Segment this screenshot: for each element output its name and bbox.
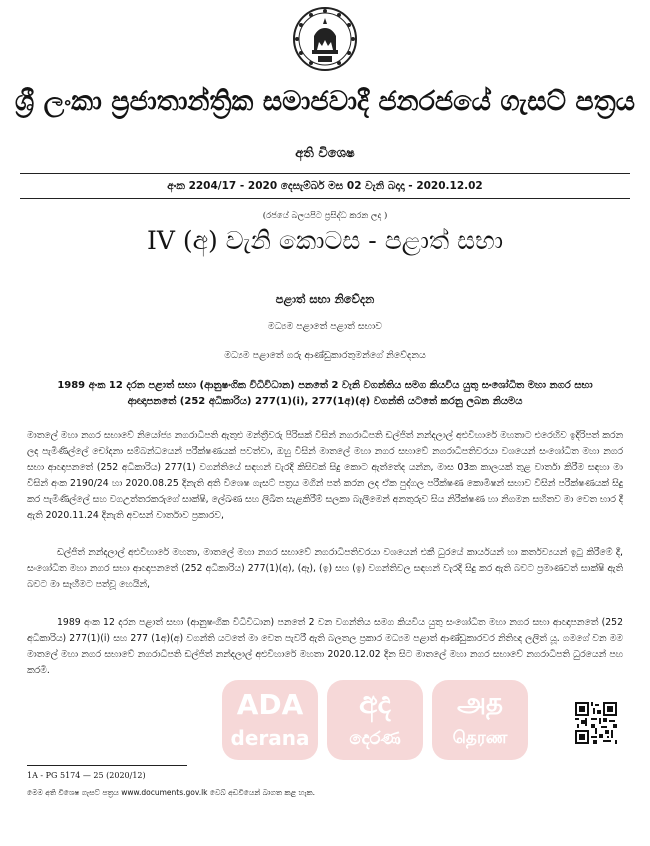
watermark-en-word-1: ADA xyxy=(236,688,304,721)
state-emblem-icon xyxy=(292,6,358,72)
footer-rule xyxy=(27,765,187,766)
order-heading xyxy=(40,378,610,410)
council-name: මධ්‍යම පළාතේ පළාත් සභාව xyxy=(267,321,383,332)
paragraph-1: මාතලේ මහා නගර සභාවේ නියෝජ්‍ය නගරාධිපති ඇතුළු මන්ත්‍රීවරු පිරිසක් විසින් නගරාධිපති ඩල්ජිත් නන්දලාල් අළුවිහාරේ මහතාට එරෙහිව ඉදිරිපත් කරන ලද පැමිණිල්ලේ චෝදනා සම්බන්ධයෙන් පරීක්ෂණයක් පවත්වා, ඔහු විසින් මාතලේ මහා නගර සභාවේ නගරාධිපතිවරයා වශයෙන් සංශෝධිත මහා නගර සභා ආඥාපනතේ (252 අධිකාරිය) 277(1) වගන්තියේ සඳහන් වැරදි කිසිවක් සිදු කොට ඇත්තේද යන්න, මාස 03ක කාලයක් තුළ වාර්තා කිරීම සඳහා මා විසින් අංක 2190/24 හා 2020.08.25 දිනැති අති විශෙෂ ගැසට් පත්‍රය මගින් පත් කරන ලද ඒක පුද්ගල පරීක්ෂණ කොමිෂන් සභාව විසින් පරීක්ෂණයක් සිදු කර පැමිණිල්ලේ සහ වගඋත්තරකරුගේ සාක්ෂි, ලේඛණ සහ ලිඛිත සැළකිරීම් සලකා බැලීමෙන් අනතුරුව සිය නිරීක්ෂණ හා නිගමන සහිතව මා වෙත භාර දී ඇති 2020.11.24 දිනැති අවසන් වාර්තාව ප්‍රකාරව, xyxy=(27,430,623,521)
extraordinary-label: අති විශෙෂ xyxy=(295,146,355,161)
authority-note: (රජයේ බලයපිට ප්‍රසිද්ධ කරන ලද ) xyxy=(262,211,388,221)
ada-derana-watermark xyxy=(222,680,528,760)
watermark-tile-tamil xyxy=(432,680,528,760)
header-rule-top xyxy=(20,173,630,174)
paragraph-2: ඩල්ජිත් නන්දලාල් අළුවිහාරේ මහතා, මාතලේ මහා නගර සභාවේ නගරාධිපතිවරයා වශයෙන් එකී ධුරයේ කාර්යයන් හා කර්තව්‍යයන් ඉටු කිරීමේ දී, සංශෝධිත මහා නගර සභා ආඥාපනතේ (252 අධිකාරිය) 277(1)(අ), (ඈ), (ඉ) සහ (ඉ) වගන්තිවල සඳහන් වැරදි සිදු කර ඇති බවට ප්‍රමාණවත් සාක්ෂි ඇති බවට මා සෑහීමට පත්වූ හෙයින්, xyxy=(27,547,623,590)
order-heading-line-2: ආඥාපනතේ (252 අධිකාරිය) 277(1)(i), 277(1අ)(අ) වගන්ති යටතේ කරනු ලබන නියමය xyxy=(127,396,523,407)
watermark-tile-sinhala xyxy=(327,680,423,760)
order-heading-line-1: 1989 අංක 12 දරන පළාත් සභා (ආනුෂංගික විධිවිධාන) පනතේ 2 වැනි වගන්තිය සමග කියවිය යුතු සංශෝධිත මහා නගර සභා xyxy=(57,380,593,391)
part-title: IV (අ) වැනි කොටස - පළාත් සභා xyxy=(146,226,504,255)
download-note: මෙම අති විශෙෂ ගැසට් පත්‍රය www.documents.gov.lk වෙබ් අඩවියෙන් බාගත කළ හැක. xyxy=(27,788,316,797)
watermark-ta-word-1: அத xyxy=(457,688,503,718)
watermark-en-word-2: derana xyxy=(230,726,310,750)
issue-line: අංක 2204/17 - 2020 දෙසැම්බර් මස 02 වැනි බදාදා - 2020.12.02 xyxy=(167,180,483,192)
watermark-si-word-2: දෙරණ xyxy=(349,728,401,749)
qr-code-icon xyxy=(575,702,617,744)
print-code: 1A - PG 5174 — 25 (2020/12) xyxy=(27,771,146,780)
section-title: පළාත් සභා නිවේදන xyxy=(275,292,375,306)
watermark-si-word-1: අද xyxy=(359,686,391,721)
watermark-tile-english xyxy=(222,680,318,760)
header-rule-bottom xyxy=(20,198,630,199)
governor-notice-title: මධ්‍යම පළාතේ ගරු ආණ්ඩුකාරතුමන්ගේ නිවේදනය xyxy=(224,350,426,361)
paragraph-3: 1989 අංක 12 දරන පළාත් සභා (ආනුෂංගික විධිවිධාන) පනතේ 2 වන වගන්තිය සමග කියවිය යුතු සංශෝධිත මහා නගර සභා ආඥාපනතේ (252 අධිකාරිය) 277(1)(i) සහ 277 (1අ)(අ) වගන්ති යටතේ මා වෙත පැවරී ඇති බලතල ප්‍රකාර මධ්‍යම පළාත් ආණ්ඩුකාරවර නිතිඥ ලලිත් යූ. ගමගේ වන මම මාතලේ මහා නගර සභාවේ නගරාධිපති ඩල්ජිත් නන්දලාල් අළුවිහාරේ මහතා 2020.12.02 දින සිට මාතලේ මහා නගර සභාවේ නගරාධිපති ධුරයෙන් පහ කරමි. xyxy=(27,617,623,676)
watermark-ta-word-2: தெரண xyxy=(452,728,508,748)
gazette-masthead: ශ්‍රී ලංකා ප්‍රජාතාන්ත්‍රික සමාජවාදී ජනරජයේ ගැසට් පත්‍රය xyxy=(14,86,636,117)
